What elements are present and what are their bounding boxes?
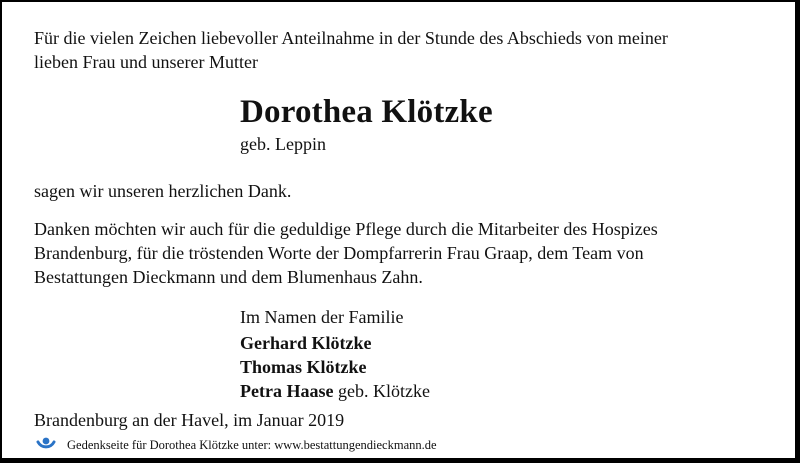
family-member-name: Thomas Klötzke: [240, 357, 367, 377]
signoff-intro: Im Namen der Familie: [240, 307, 404, 327]
memorial-page-link[interactable]: Gedenkseite für Dorothea Klötzke unter: www.bestattungendieckmann.de: [67, 438, 437, 452]
acknowledgement-line-1: Danken möchten wir auch für die geduldige Pflege durch die Mitarbeiter des Hospizes: [34, 219, 658, 239]
thanks-line: sagen wir unseren herzlichen Dank.: [34, 181, 292, 201]
family-member: [240, 331, 430, 355]
family-member: [240, 379, 430, 403]
memorial-page-footer: [34, 431, 437, 459]
intro-line-2: lieben Frau und unserer Mutter: [34, 52, 258, 72]
acknowledgement-line-2: Brandenburg, für die tröstenden Worte der Dompfarrerin Frau Graap, dem Team von: [34, 243, 644, 263]
acknowledgement-line-3: Bestattungen Dieckmann und dem Blumenhaus Zahn.: [34, 267, 423, 287]
deceased-birth-name: geb. Leppin: [240, 134, 326, 154]
place-date: Brandenburg an der Havel, im Januar 2019: [34, 410, 345, 430]
family-member-name: Petra Haase: [240, 381, 334, 401]
family-member-birth-name: geb. Klötzke: [337, 381, 430, 401]
bestattungen-dieckmann-logo-icon: [34, 433, 58, 457]
family-signoff: [240, 305, 430, 403]
acknowledgement-text: [34, 217, 658, 289]
intro-text: [34, 26, 668, 74]
deceased-name: Dorothea Klötzke: [240, 94, 493, 130]
intro-line-1: Für die vielen Zeichen liebevoller Anteilnahme in der Stunde des Abschieds von meiner: [34, 28, 668, 48]
family-member: [240, 355, 430, 379]
family-member-name: Gerhard Klötzke: [240, 333, 372, 353]
